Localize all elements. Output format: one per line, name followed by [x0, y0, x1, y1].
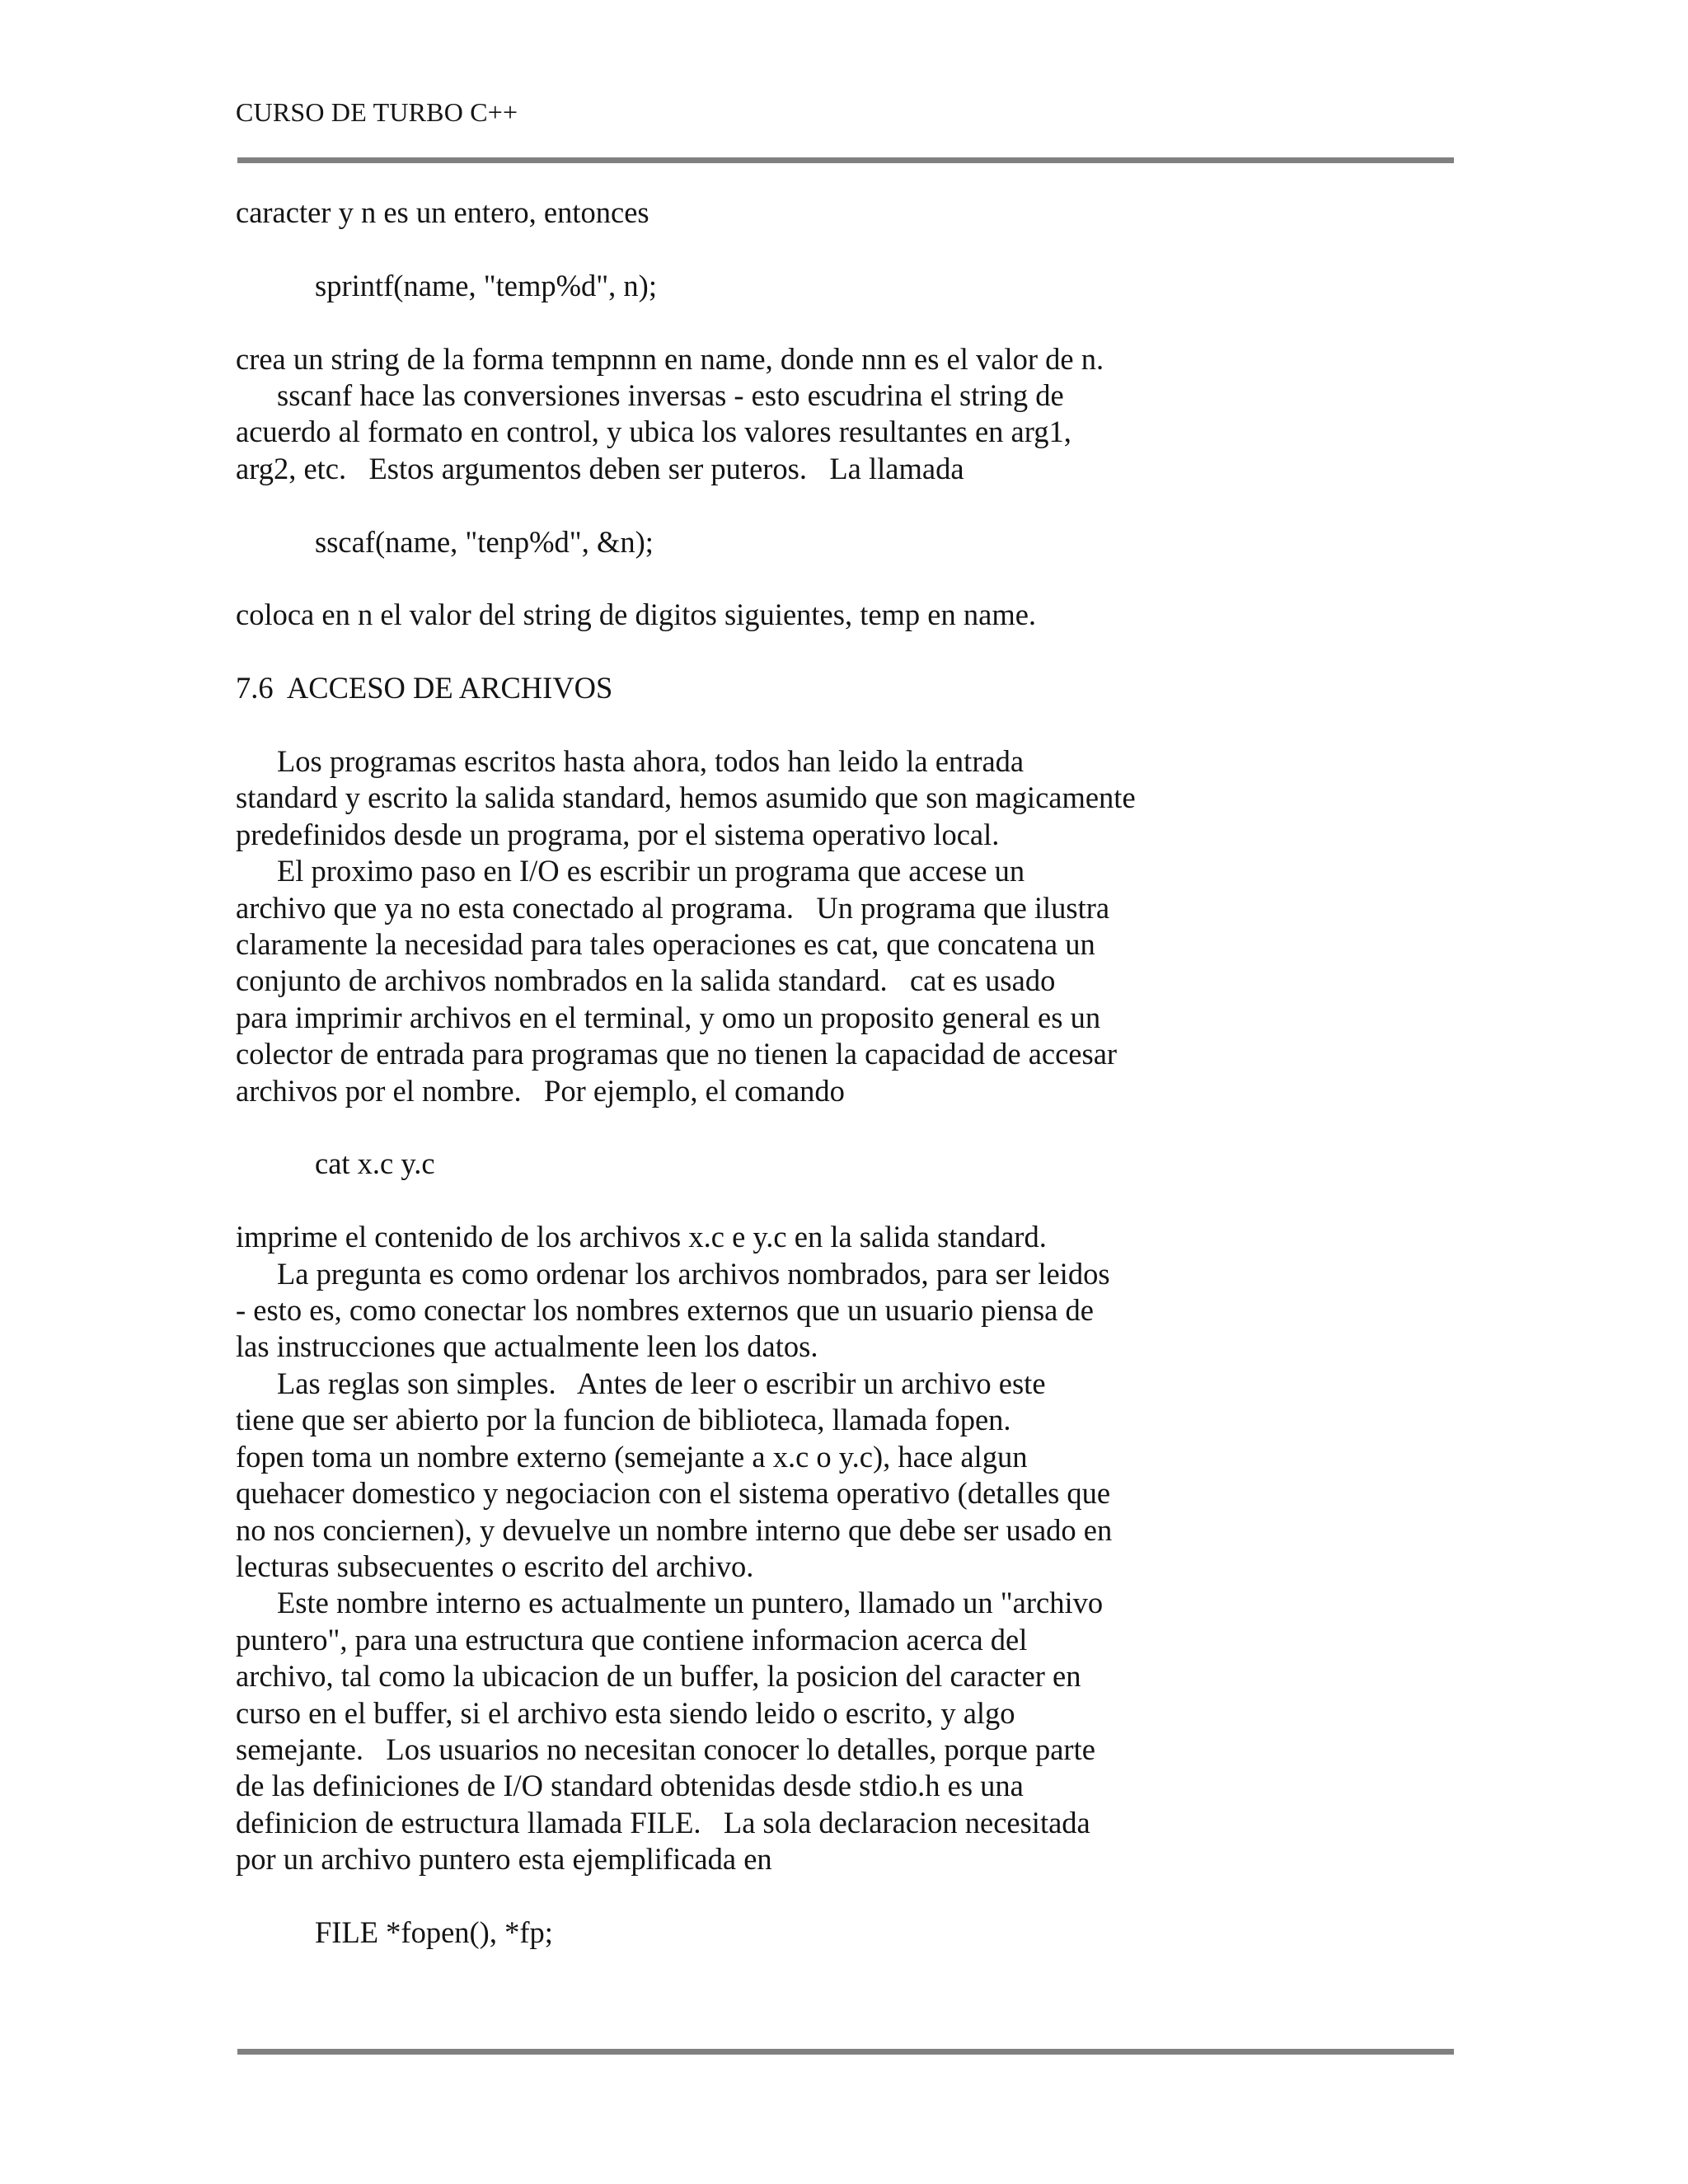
spacer: [236, 304, 1454, 340]
text-line: de las definiciones de I/O standard obtenidas desde stdio.h es una: [236, 1769, 1024, 1803]
text-line: archivos por el nombre. Por ejemplo, el comando: [236, 1073, 845, 1108]
text-line: para imprimir archivos en el terminal, y omo un proposito general es un: [236, 1000, 1101, 1034]
text-line: por un archivo puntero esta ejemplificada en: [236, 1842, 772, 1877]
text-line: crea un string de la forma tempnnn en name, donde nnn es el valor de n.: [236, 341, 1104, 376]
text-line: archivo que ya no esta conectado al programa. Un programa que ilustra: [236, 890, 1110, 925]
text-line: predefinidos desde un programa, por el sistema operativo local.: [236, 817, 1000, 851]
text-line: sscanf hace las conversiones inversas - esto escudrina el string de: [277, 378, 1064, 412]
text-line: puntero", para una estructura que contiene informacion acerca del: [236, 1622, 1028, 1657]
header-rule: [237, 157, 1454, 163]
text-line: Este nombre interno es actualmente un puntero, llamado un "archivo: [277, 1586, 1104, 1620]
spacer: [236, 1878, 1454, 1915]
text-line: definicion de estructura llamada FILE. La sola declaracion necesitada: [236, 1805, 1090, 1840]
text-line: standard y escrito la salida standard, hemos asumido que son magicamente: [236, 780, 1136, 815]
text-line: quehacer domestico y negociacion con el sistema operativo (detalles que: [236, 1476, 1111, 1511]
text-line: Los programas escritos hasta ahora, todos han leido la entrada: [277, 744, 1025, 778]
section-heading: 7.6 ACCESO DE ARCHIVOS: [236, 671, 613, 705]
text-line: lecturas subsecuentes o escrito del archivo.: [236, 1549, 754, 1583]
text-line: colector de entrada para programas que no tienen la capacidad de accesar: [236, 1037, 1118, 1071]
code-example: sprintf(name, "temp%d", n);: [315, 268, 657, 302]
text-line: conjunto de archivos nombrados en la salida standard. cat es usado: [236, 963, 1056, 998]
text-line: archivo, tal como la ubicacion de un buffer, la posicion del caracter en: [236, 1659, 1081, 1694]
spacer: [236, 487, 1454, 523]
text-line: curso en el buffer, si el archivo esta siendo leido o escrito, y algo: [236, 1695, 1015, 1730]
spacer: [236, 634, 1454, 670]
spacer: [236, 1109, 1454, 1146]
code-example: FILE *fopen(), *fp;: [315, 1915, 553, 1949]
text-line: Las reglas son simples. Antes de leer o escribir un archivo este: [277, 1366, 1046, 1400]
text-line: El proximo paso en I/O es escribir un programa que accese un: [277, 854, 1025, 888]
text-line: semejante. Los usuarios no necesitan conocer lo detalles, porque parte: [236, 1732, 1095, 1766]
text-line: La pregunta es como ordenar los archivos nombrados, para ser leidos: [277, 1256, 1110, 1291]
text-line: fopen toma un nombre externo (semejante a x.c o y.c), hace algun: [236, 1439, 1028, 1474]
text-line: no nos conciernen), y devuelve un nombre interno que debe ser usado en: [236, 1512, 1113, 1547]
text-line: - esto es, como conectar los nombres externos que un usuario piensa de: [236, 1293, 1094, 1328]
text-line: las instrucciones que actualmente leen los datos.: [236, 1329, 818, 1364]
text-line: caracter y n es un entero, entonces: [236, 195, 649, 229]
code-example: cat x.c y.c: [315, 1146, 435, 1181]
footer-rule: [237, 2049, 1454, 2055]
text-line: tiene que ser abierto por la funcion de biblioteca, llamada fopen.: [236, 1403, 1011, 1437]
spacer: [236, 231, 1454, 267]
code-example: sscaf(name, "tenp%d", &n);: [315, 524, 654, 559]
text-line: coloca en n el valor del string de digitos siguientes, temp en name.: [236, 598, 1037, 632]
text-line: imprime el contenido de los archivos x.c e y.c en la salida standard.: [236, 1220, 1047, 1254]
text-line: acuerdo al formato en control, y ubica los valores resultantes en arg1,: [236, 415, 1071, 449]
page-body: [236, 194, 1454, 1951]
text-line: claramente la necesidad para tales operaciones es cat, que concatena un: [236, 927, 1095, 962]
spacer: [236, 1183, 1454, 1219]
spacer: [236, 707, 1454, 743]
spacer: [236, 560, 1454, 597]
running-header: CURSO DE TURBO C++: [236, 97, 518, 127]
text-line: arg2, etc. Estos argumentos deben ser puteros. La llamada: [236, 451, 964, 485]
